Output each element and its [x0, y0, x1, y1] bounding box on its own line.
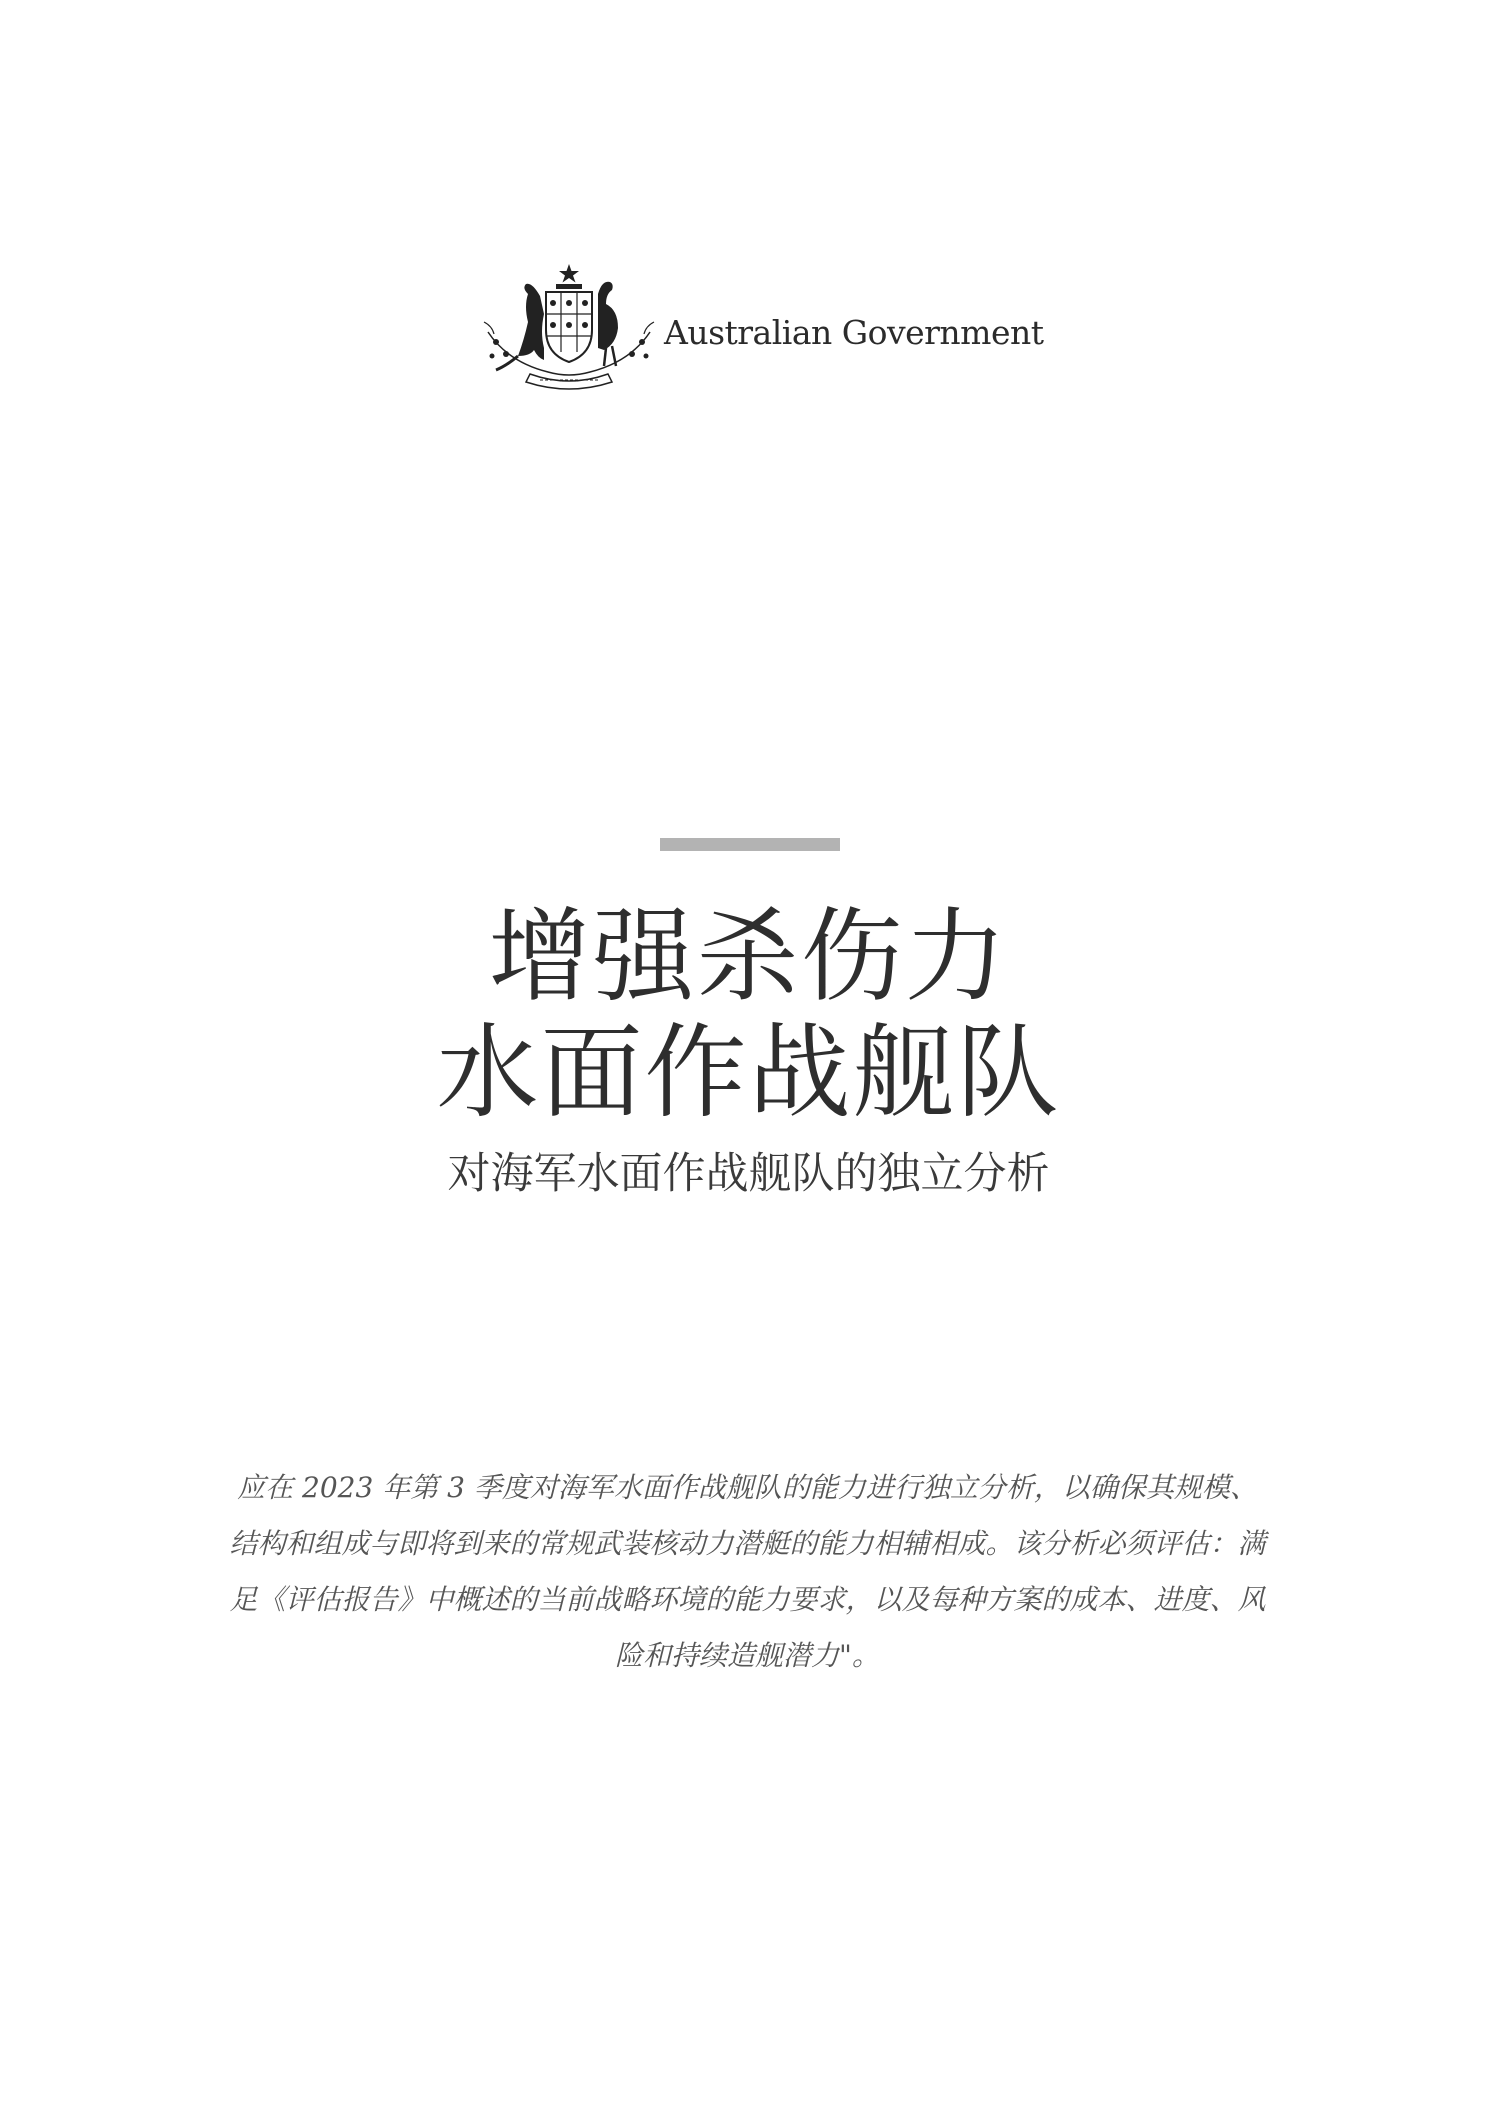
government-logo: [478, 262, 1044, 402]
page-subtitle: 对海军水面作战舰队的独立分析: [447, 1149, 1050, 1199]
title-divider: [660, 838, 840, 851]
coat-of-arms-icon: [478, 262, 660, 402]
page-title-line-2: 水面作战舰队: [436, 1014, 1061, 1133]
page-title-line-1: 增强杀伤力: [488, 898, 1009, 1017]
organization-name: Australian Government: [664, 312, 1044, 352]
summary-paragraph: 应在 2023 年第 3 季度对海军水面作战舰队的能力进行独立分析，以确保其规模、结构和组成与即将到来的常规武装核动力潜艇的能力相辅相成。该分析必须评估：满足《评估报告》中概述的当前战略环境的能力要求，以及每种方案的成本、进度、风险和持续造舰潜力"。: [229, 1471, 1266, 1672]
title-block: [0, 900, 1497, 1200]
